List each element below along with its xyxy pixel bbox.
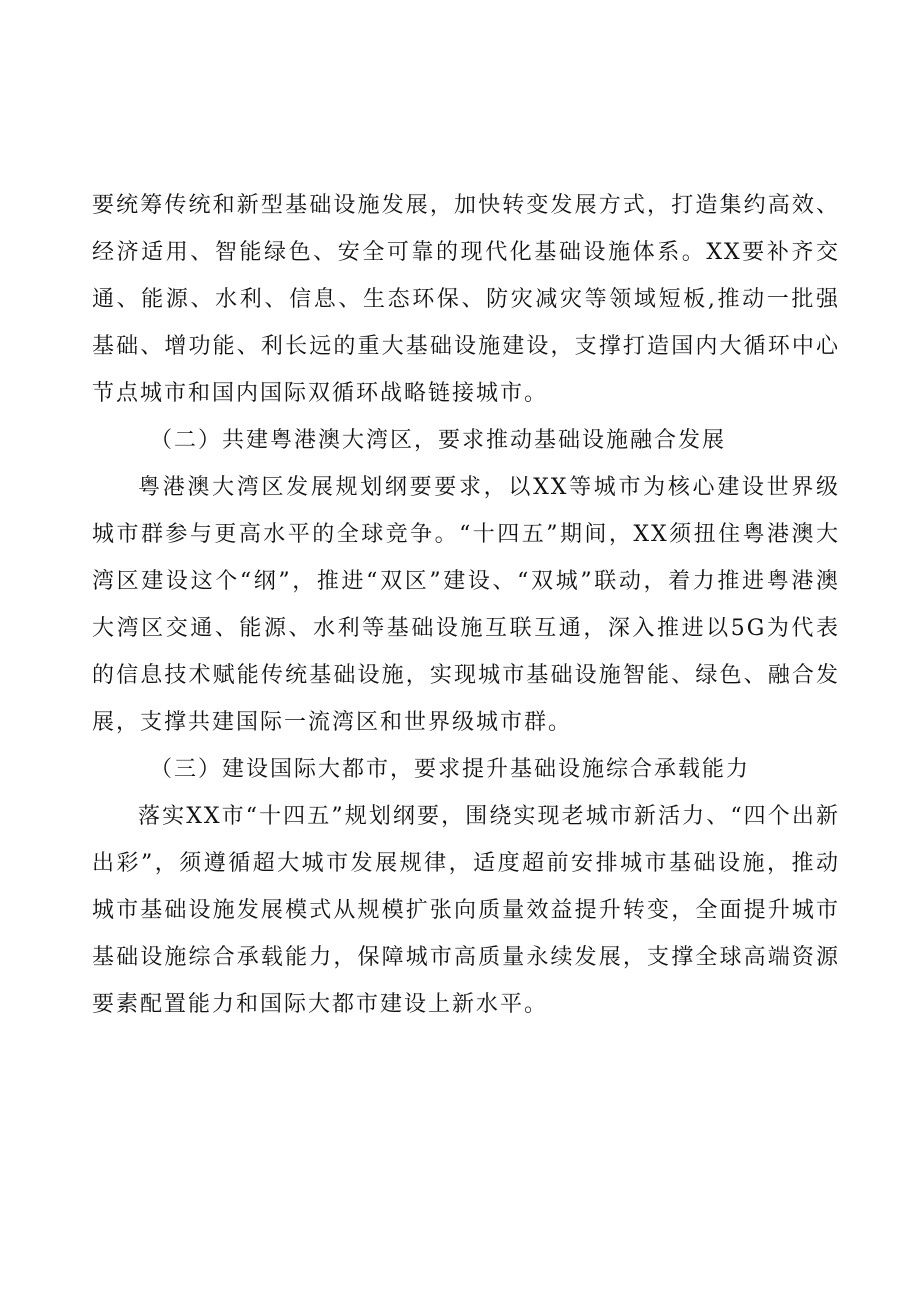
paragraph-greater-bay-area: 粤港澳大湾区发展规划纲要要求，以XX等城市为核心建设世界级城市群参与更高水平的全球竞争。“十四五”期间，XX须扭住粤港澳大湾区建设这个“纲”，推进“双区”建设、“双城”联动，着力推进粤港澳大湾区交通、能源、水利等基础设施互联互通，深入推进以5G为代表的信息技术赋能传统基础设施，实现城市基础设施智能、绿色、融合发展，支撑共建国际一流湾区和世界级城市群。 [92,475,840,735]
paragraph-infrastructure-system: 要统筹传统和新型基础设施发展，加快转变发展方式，打造集约高效、经济适用、智能绿色、安全可靠的现代化基础设施体系。XX要补齐交通、能源、水利、信息、生态环保、防灾减灾等领域短板,推动一批强基础、增功能、利长远的重大基础设施建设，支撑打造国内大循环中心节点城市和国内国际双循环战略链接城市。 [92,193,840,406]
document-body [92,182,840,1028]
section-heading-greater-bay-area: （二）共建粤港澳大湾区，要求推动基础设施融合发展 [150,428,727,453]
section-heading-international-metropolis: （三）建设国际大都市，要求提升基础设施综合承载能力 [150,757,751,782]
paragraph-international-metropolis: 落实XX市“十四五”规划纲要，围绕实现老城市新活力、“四个出新出彩”，须遵循超大城市发展规律，适度超前安排城市基础设施，推动城市基础设施发展模式从规模扩张向质量效益提升转变，全面提升城市基础设施综合承载能力，保障城市高质量永续发展，支撑全球高端资源要素配置能力和国际大都市建设上新水平。 [92,804,840,1017]
